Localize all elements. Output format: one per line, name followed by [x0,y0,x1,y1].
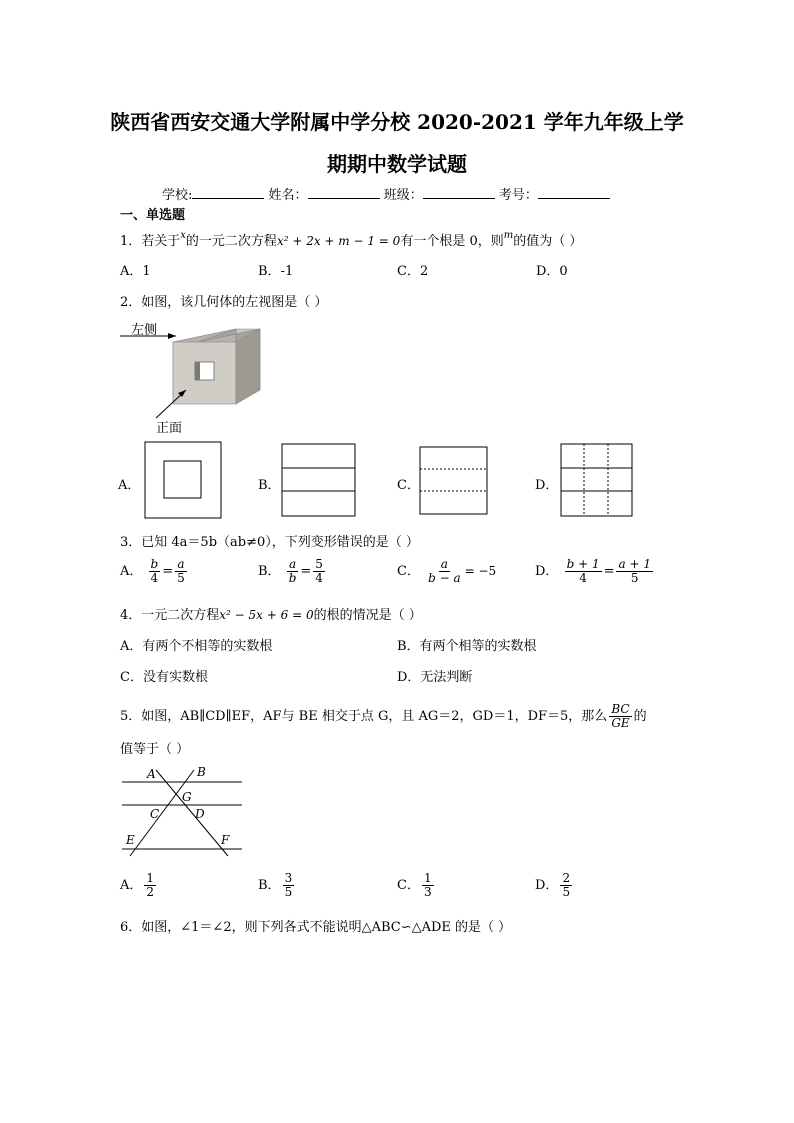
q3a-num2: a [177,557,185,571]
q4-option-c[interactable]: C．没有实数根 [120,670,208,685]
q4-stem [120,604,422,623]
q4-option-b[interactable]: B．有两个相等的实数根 [397,639,537,654]
q5a-den: 2 [146,885,155,899]
q3-option-b[interactable]: B． $\frac{a}{b}$ = $\frac{5}{4}$ [258,557,323,585]
q4-option-a[interactable]: A．有两个不相等的实数根 [120,639,273,654]
number-label: 考号： [498,188,538,203]
page-title-line1: 陕西省西安交通大学附属中学分校 2020-2021 学年九年级上学 [110,110,684,134]
q3b-num2: 5 [315,557,323,571]
q3-option-d[interactable]: D． $\frac{b + 1}{4}$ = $\frac{a + 1}{5}$ [535,557,651,585]
q5b-num: 3 [284,871,293,885]
school-label: 学校: [162,188,193,203]
q5-option-b[interactable] [258,872,296,899]
cube-hole-shadow [195,362,200,380]
q3b-den2: 4 [315,571,323,585]
q3d-num2: a + 1 [618,557,651,571]
q5-parallel-lines-figure [118,762,244,858]
q5-option-a-label: A． [120,878,143,893]
label-a: A [147,767,156,781]
q1-var: x [180,230,186,241]
q2-stem: 2．如图，该几何体的左视图是（ ） [120,295,328,310]
q5c-den: 3 [423,885,432,899]
q2-option-b-figure[interactable] [281,443,357,517]
q5-option-c-label: C． [397,878,420,893]
page-title-line2: 期期中数学试题 [327,152,467,176]
q3c-den1: b − a [428,571,461,585]
cube-side [236,329,260,404]
label-c: C [150,807,160,821]
q1-mid: 的一元二次方程 [185,234,277,249]
left-arrow-head [168,333,176,339]
q3b-den1: b [288,571,297,585]
q5d-num: 2 [562,871,571,885]
q5-option-d[interactable] [535,872,574,899]
q3-option-a-label: A． [120,564,143,579]
q2-option-c-figure[interactable] [419,446,489,516]
q5-stem [120,703,647,730]
q4-option-d[interactable]: D．无法判断 [397,670,473,685]
name-field[interactable] [308,186,380,199]
q6-stem: 6．如图，∠1＝∠2，则下列各式不能说明△ABC∽△ADE 的是（ ） [120,920,512,935]
q1-option-b[interactable]: B．-1 [258,264,294,279]
q3c-rhs: = −5 [464,564,497,578]
q1-stem [120,230,582,249]
q3-option-d-label: D． [535,564,559,579]
q1-option-d[interactable]: D．0 [536,264,568,279]
label-b: B [197,765,206,779]
class-field[interactable] [423,186,495,199]
q1-option-c[interactable]: C．2 [397,264,429,279]
q4-equation: x² − 5x + 6 = 0 [219,608,314,622]
q5-option-c[interactable] [397,872,436,899]
label-g: G [182,790,192,804]
q5-stem-line2: 值等于（ ） [120,742,190,757]
q1-post: 有一个根是 0，则 [400,234,504,249]
school-field[interactable] [192,186,264,199]
q5-text: 5．如图，AB∥CD∥EF，AF与 BE 相交于点 G，且 AG＝2，GD＝1，DF＝5，那么 [120,709,608,724]
q2-option-d-label[interactable]: D． [535,478,559,493]
q5-option-d-label: D． [535,878,559,893]
number-field[interactable] [538,186,610,199]
q5-option-b-label: B． [258,878,281,893]
q4-post: 的根的情况是（ ） [313,608,422,623]
q5-option-a[interactable] [120,872,158,899]
q5d-den: 5 [562,885,571,899]
q2-option-c-label[interactable]: C． [397,478,420,493]
label-d: D [195,807,205,821]
q1-end: 的值为（ ） [513,234,583,249]
label-f: F [221,833,230,847]
q5-tail: 的 [633,709,647,724]
line-be [130,770,194,856]
q3a-den1: 4 [150,571,159,585]
q2-option-b-label[interactable]: B． [258,478,281,493]
q2-option-d-figure[interactable] [560,443,634,518]
q5a-num: 1 [146,871,155,885]
q3a-num1: b [150,557,159,571]
line-af [156,770,228,856]
q3d-den1: 4 [579,571,587,585]
q5-frac-num: BC [611,702,630,716]
q1-pre: 1．若关于 [120,234,181,249]
label-e: E [126,833,135,847]
q3d-num1: b + 1 [566,557,600,571]
q1-var2: m [503,230,514,241]
q3b-num1: a [288,557,297,571]
section-heading: 一、单选题 [120,208,186,223]
name-label: 姓名： [268,188,308,203]
q3-option-a[interactable]: A． $\frac{b}{4}$ = $\frac{a}{5}$ [120,557,185,585]
q5b-den: 5 [284,885,293,899]
q3-option-b-label: B． [258,564,281,579]
class-label: 班级： [383,188,423,203]
q4-pre: 4．一元二次方程 [120,608,220,623]
q2-label-front: 正面 [156,421,183,436]
q3-option-c[interactable] [397,558,496,585]
q2-option-a-figure[interactable] [144,441,222,519]
q2-option-a-label[interactable]: A． [118,478,141,493]
q3d-den2: 5 [630,571,639,585]
q5c-num: 1 [423,871,432,885]
q1-equation: x² + 2x + m − 1 = 0 [276,234,401,248]
info-line [162,184,610,203]
q5-frac-den: GE [611,716,630,730]
q2-label-left: 左侧 [131,323,158,338]
q3-option-c-label: C． [397,564,420,579]
q3c-num1: a [440,557,448,571]
q3a-den2: 5 [177,571,185,585]
q1-option-a[interactable]: A．1 [120,264,151,279]
q3-stem: 3．已知 4a＝5b（ab≠0），下列变形错误的是（ ） [120,535,419,550]
